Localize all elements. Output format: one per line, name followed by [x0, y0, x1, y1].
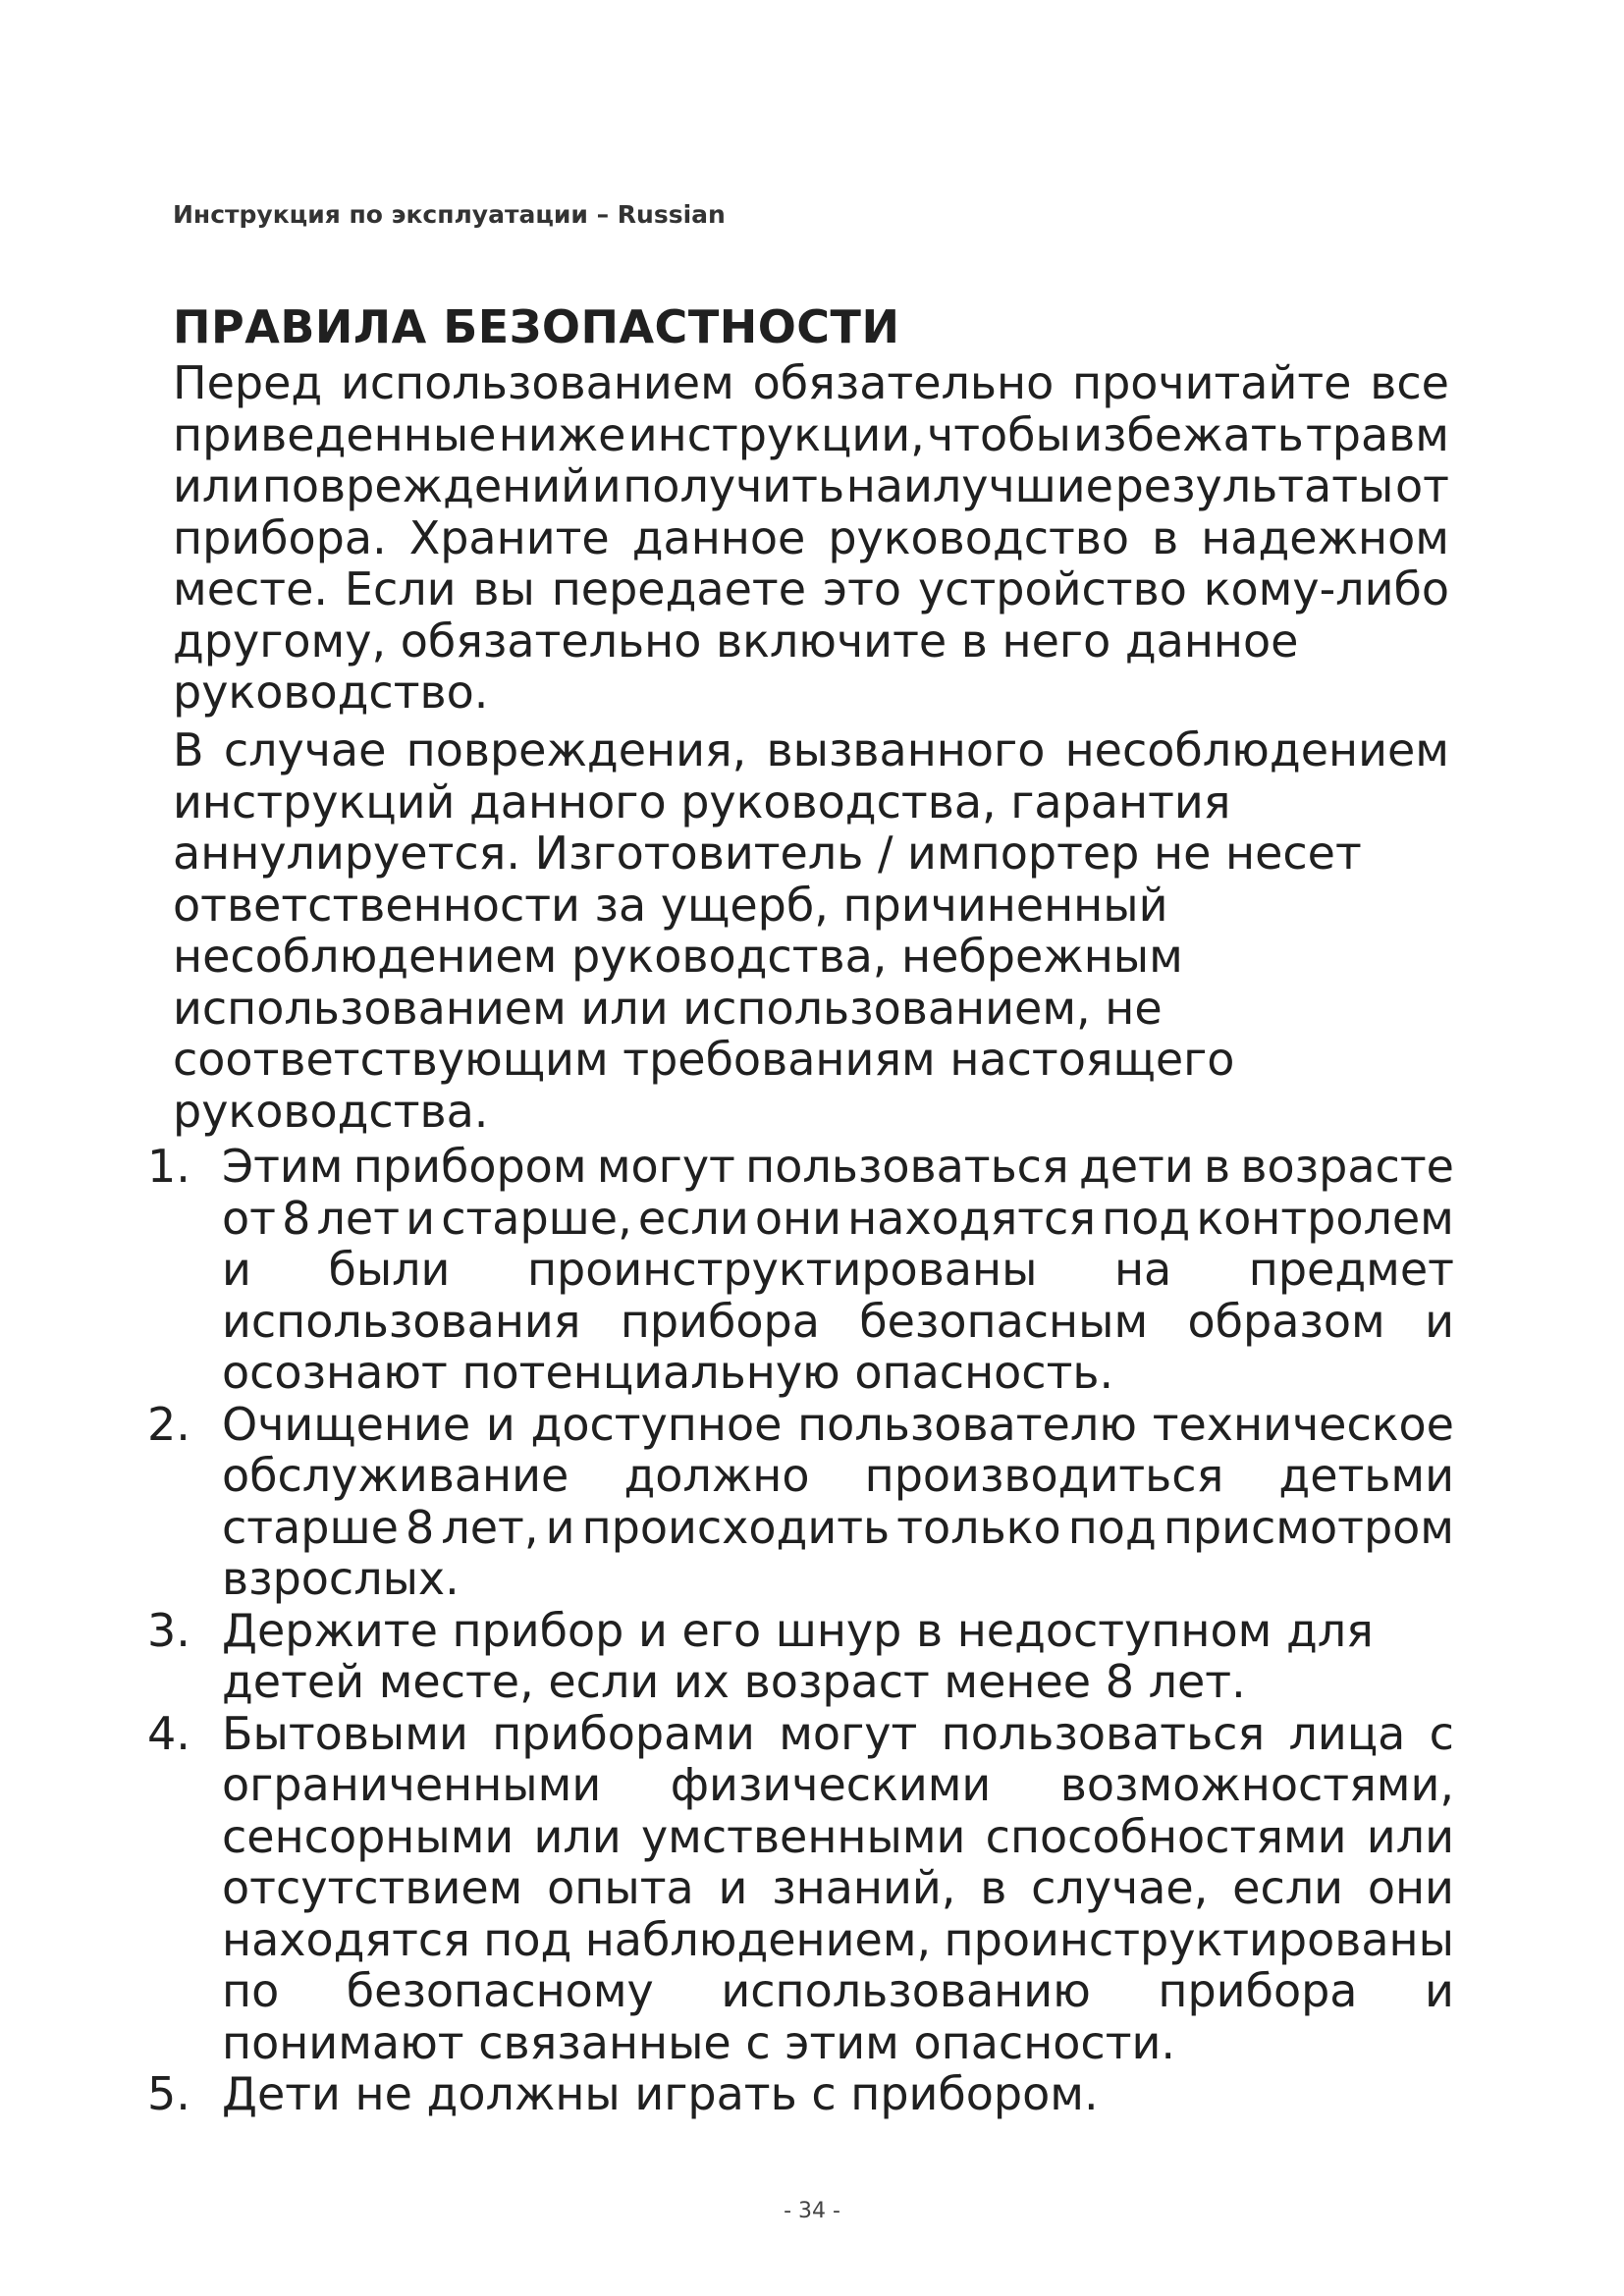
list-item-line: сенсорными или умственными способностями или [222, 1809, 1454, 1863]
list-item-line: Бытовыми приборами могут пользоваться лица с [222, 1706, 1454, 1760]
paragraph-line: ответственности за ущерб, причиненный [173, 878, 1168, 932]
paragraph-line: аннулируется. Изготовитель / импортер не несет [173, 827, 1362, 880]
list-item-line: Дети не должны играть с прибором. [222, 2067, 1099, 2120]
list-item-line: Держите прибор и его шнур в недоступном для [222, 1603, 1374, 1657]
list-item-number: 4. [147, 1706, 190, 1760]
list-item-number: 3. [147, 1603, 190, 1657]
intro-paragraph [173, 357, 1449, 719]
running-header: Инструкция по эксплуатации – Russian [173, 200, 726, 229]
list-item-line: от 8 лет и старше, если они находятся под контролем [222, 1191, 1454, 1245]
safety-rules-list [147, 1141, 1463, 2120]
paragraph-line: другому, обязательно включите в него данное [173, 614, 1299, 667]
page-number: - 34 - [784, 2199, 840, 2223]
list-item-line: использования прибора безопасным образом и [222, 1294, 1454, 1348]
paragraph-line: несоблюдением руководства, небрежным [173, 930, 1183, 983]
list-item-text [222, 2068, 1454, 2120]
paragraph-line: В случае повреждения, вызванного несоблюдением [173, 723, 1449, 776]
list-item [147, 1708, 1463, 2069]
list-item-number: 5. [147, 2067, 190, 2120]
list-item-line: обслуживание должно производиться детьми [222, 1449, 1454, 1502]
list-item-line: по безопасному использованию прибора и [222, 1964, 1454, 2017]
paragraph-line: соответствующим требованиям настоящего [173, 1033, 1235, 1086]
paragraph-line: инструкций данного руководства, гарантия [173, 774, 1231, 828]
list-item-line: Этим прибором могут пользоваться дети в возрасте [222, 1140, 1454, 1193]
list-item [147, 1605, 1463, 1708]
list-item-line: осознают потенциальную опасность. [222, 1346, 1114, 1399]
list-item-line: и были проинструктированы на предмет [222, 1243, 1454, 1296]
list-item-line: взрослых. [222, 1552, 460, 1605]
list-item-line: отсутствием опыта и знаний, в случае, если они [222, 1861, 1454, 1914]
list-item-number: 1. [147, 1140, 190, 1193]
list-item-line: понимают связанные с этим опасности. [222, 2015, 1176, 2069]
list-item-text [222, 1708, 1454, 2069]
list-item-text [222, 1399, 1454, 1605]
warranty-paragraph [173, 724, 1449, 1137]
list-item-line: старше 8 лет, и происходить только под присмотром [222, 1500, 1454, 1554]
list-item-line: находятся под наблюдением, проинструктированы [222, 1912, 1454, 1966]
list-item [147, 1399, 1463, 1605]
paragraph-line: месте. Если вы передаете это устройство кому-либо [173, 562, 1449, 615]
paragraph-line: прибора. Храните данное руководство в надежном [173, 510, 1449, 564]
paragraph-line: или повреждений и получить наилучшие результаты от [173, 459, 1449, 512]
section-title: ПРАВИЛА БЕЗОПАСТНОСТИ [173, 300, 900, 353]
list-item-line: Очищение и доступное пользователю техническое [222, 1397, 1454, 1451]
paragraph-line: руководства. [173, 1084, 489, 1138]
list-item-number: 2. [147, 1397, 190, 1451]
list-item [147, 2068, 1463, 2120]
list-item-line: ограниченными физическими возможностями, [222, 1758, 1454, 1811]
paragraph-line: руководство. [173, 666, 489, 719]
list-item [147, 1141, 1463, 1399]
list-item-line: детей месте, если их возраст менее 8 лет. [222, 1655, 1246, 1708]
list-item-text [222, 1605, 1454, 1708]
paragraph-line: Перед использованием обязательно прочитайте все [173, 356, 1449, 409]
paragraph-line: использованием или использованием, не [173, 981, 1163, 1035]
list-item-text [222, 1141, 1454, 1399]
paragraph-line: приведенные ниже инструкции, чтобы избежать травм [173, 407, 1449, 461]
